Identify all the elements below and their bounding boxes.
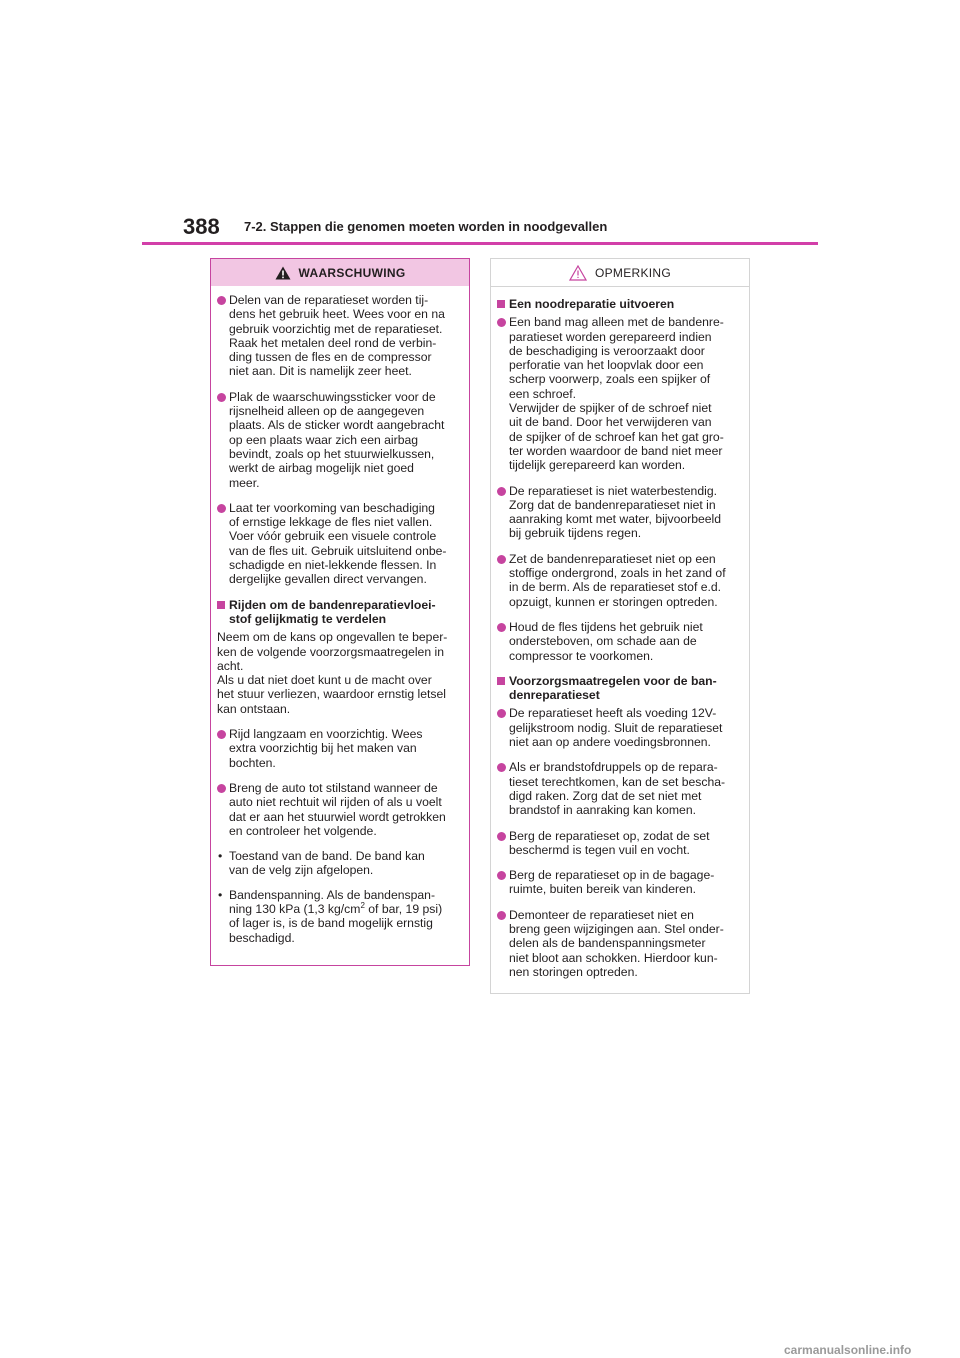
bullet-circle-icon: [217, 296, 226, 305]
bullet-circle-icon: [497, 318, 506, 327]
section-title: Een noodreparatie uitvoeren: [509, 297, 675, 311]
warning-item-text: Plak de waarschuwingssticker voor de rijsnelheid alleen op de aangegeven plaats. Als de sticker wordt aangebracht op een plaats waar zich een airbag bevindt, zoals op het stuurwielkussen, werkt de airbag mogelijk niet goed meer.: [229, 389, 445, 490]
note-box: [490, 258, 750, 994]
bullet-circle-icon: [497, 832, 506, 841]
warning-item-text: Delen van de reparatieset worden tij- dens het gebruik heet. Wees voor en na gebruik voorzichtig met de reparatieset. Raak het metalen deel rond de verbin- ding tussen de fles en de compressor niet aan. Dit is namelijk zeer heet.: [229, 293, 445, 379]
warning-item: [217, 390, 463, 490]
note-title: OPMERKING: [594, 265, 672, 280]
warning-header: [211, 259, 469, 286]
page-number: 388: [183, 214, 220, 239]
note-item-text: Houd de fles tijdens het gebruik niet ondersteboven, om schade aan de compressor te voorkomen.: [509, 619, 703, 663]
warning-item: [217, 727, 463, 770]
check-item-text: Toestand van de band. De band kan van de velg zijn afgelopen.: [229, 849, 425, 878]
bullet-circle-icon: [497, 871, 506, 880]
pressure-text-part2: of bar, 19 psi) of lager is, is de band mogelijk ernstig beschadigd.: [229, 901, 443, 945]
note-item-text: De reparatieset heeft als voeding 12V- gelijkstroom nodig. Sluit de reparatieset niet aan op andere voedingsbronnen.: [509, 706, 723, 750]
bullet-square-icon: [497, 300, 505, 308]
warning-title: WAARSCHUWING: [298, 265, 406, 280]
pressure-text-part1: Bandenspanning. Als de bandenspan- ning 130 kPa (1,3 kg/cm: [229, 887, 436, 916]
note-item: [497, 868, 743, 897]
warning-item: [217, 781, 463, 838]
caution-triangle-outline-icon: [569, 265, 587, 281]
note-item-text: Berg de reparatieset op in de bagage- ruimte, buiten bereik van kinderen.: [509, 868, 715, 897]
warning-box: [210, 258, 470, 966]
bullet-circle-icon: [217, 393, 226, 402]
check-item: [217, 849, 463, 878]
note-item: [497, 484, 743, 541]
warning-item-text: Laat ter voorkoming van beschadiging of ernstige lekkage de fles niet vallen. Voer vóór gebruik een visuele controle van de fles uit. Gebruik uitsluitend onbe- schadigde en niet-lekkende flessen. In dergelijke gevallen direct vervangen.: [229, 500, 447, 587]
note-item-text: Berg de reparatieset op, zodat de set beschermd is tegen vuil en vocht.: [509, 828, 710, 857]
note-header: [491, 259, 749, 287]
note-item: [497, 315, 743, 472]
warning-triangle-icon: [275, 266, 291, 280]
note-item-text: Een band mag alleen met de bandenre- paratieset worden gerepareerd indien de beschadiging is veroorzaakt door perforatie van het loopvlak door een scherp voorwerp, zoals een spijker of een schroef. Verwijder de spijker of de schroef niet uit de band. Door het verwijderen van de spijker of de schroef kan het gat gro- ter worden waardoor de band niet meer tijdelijk gerepareerd kan worden.: [509, 315, 724, 473]
bullet-square-icon: [497, 677, 505, 685]
warning-item-text: Breng de auto tot stilstand wanneer de auto niet rechtuit wil rijden of als u voelt dat er aan het stuurwiel wordt getrokken en controleer het volgende.: [229, 780, 446, 838]
bullet-circle-icon: [497, 763, 506, 772]
bullet-dot-icon: •: [218, 887, 223, 902]
chapter-title: 7-2. Stappen die genomen moeten worden in noodgevallen: [244, 219, 608, 234]
note-item: [497, 552, 743, 609]
bullet-circle-icon: [217, 730, 226, 739]
note-item-text: Demonteer de reparatieset niet en breng geen wijzigingen aan. Stel onder- delen als de bandenspanningsmeter niet bloot aan schokken. Hierdoor kun- nen storingen optreden.: [509, 907, 724, 979]
warning-item: [217, 501, 463, 587]
note-item: [497, 760, 743, 817]
bullet-circle-icon: [497, 709, 506, 718]
note-item: [497, 620, 743, 663]
bullet-circle-icon: [497, 487, 506, 496]
section-title: Rijden om de bandenreparatievloei- stof gelijkmatig te verdelen: [229, 597, 436, 626]
section-title: Voorzorgsmaatregelen voor de ban- denreparatieset: [509, 673, 717, 703]
header-divider: [142, 242, 818, 245]
bullet-circle-icon: [497, 623, 506, 632]
check-item-text: [229, 888, 463, 945]
bullet-square-icon: [217, 601, 225, 609]
superscript: 2: [360, 900, 365, 910]
note-item: [497, 829, 743, 858]
check-item: [217, 888, 463, 945]
watermark: carmanualsonline.info: [784, 1343, 912, 1357]
note-item-text: De reparatieset is niet waterbestendig. Zorg dat de bandenreparatieset niet in aanraking komt met water, bijvoorbeeld bij gebruik tijdens regen.: [509, 483, 722, 541]
note-item: [497, 908, 743, 979]
note-item-text: Zet de bandenreparatieset niet op een stoffige ondergrond, zoals in het zand of in de berm. Als de reparatieset stof e.d. opzuigt, kunnen er storingen optreden.: [509, 551, 726, 609]
section-paragraph: Neem om de kans op ongevallen te beper- ken de volgende voorzorgsmaatregelen in acht. Als u dat niet doet kunt u de macht over het stuur verliezen, waardoor ernstig letsel kan ontstaan.: [217, 630, 448, 716]
warning-item-text: Rijd langzaam en voorzichtig. Wees extra voorzichtig bij het maken van bochten.: [229, 727, 423, 770]
note-section-heading: [497, 297, 743, 311]
bullet-circle-icon: [217, 504, 226, 513]
warning-item: [217, 293, 463, 379]
warning-section-heading: [217, 598, 463, 627]
note-section-heading: [497, 674, 743, 703]
note-item-text: Als er brandstofdruppels op de repara- tieset terechtkomen, kan de set bescha- digd raken. Zorg dat de set niet met brandstof in aanraking kan komen.: [509, 760, 726, 818]
bullet-circle-icon: [497, 911, 506, 920]
bullet-circle-icon: [497, 555, 506, 564]
bullet-circle-icon: [217, 784, 226, 793]
bullet-dot-icon: •: [218, 849, 223, 864]
note-item: [497, 706, 743, 749]
